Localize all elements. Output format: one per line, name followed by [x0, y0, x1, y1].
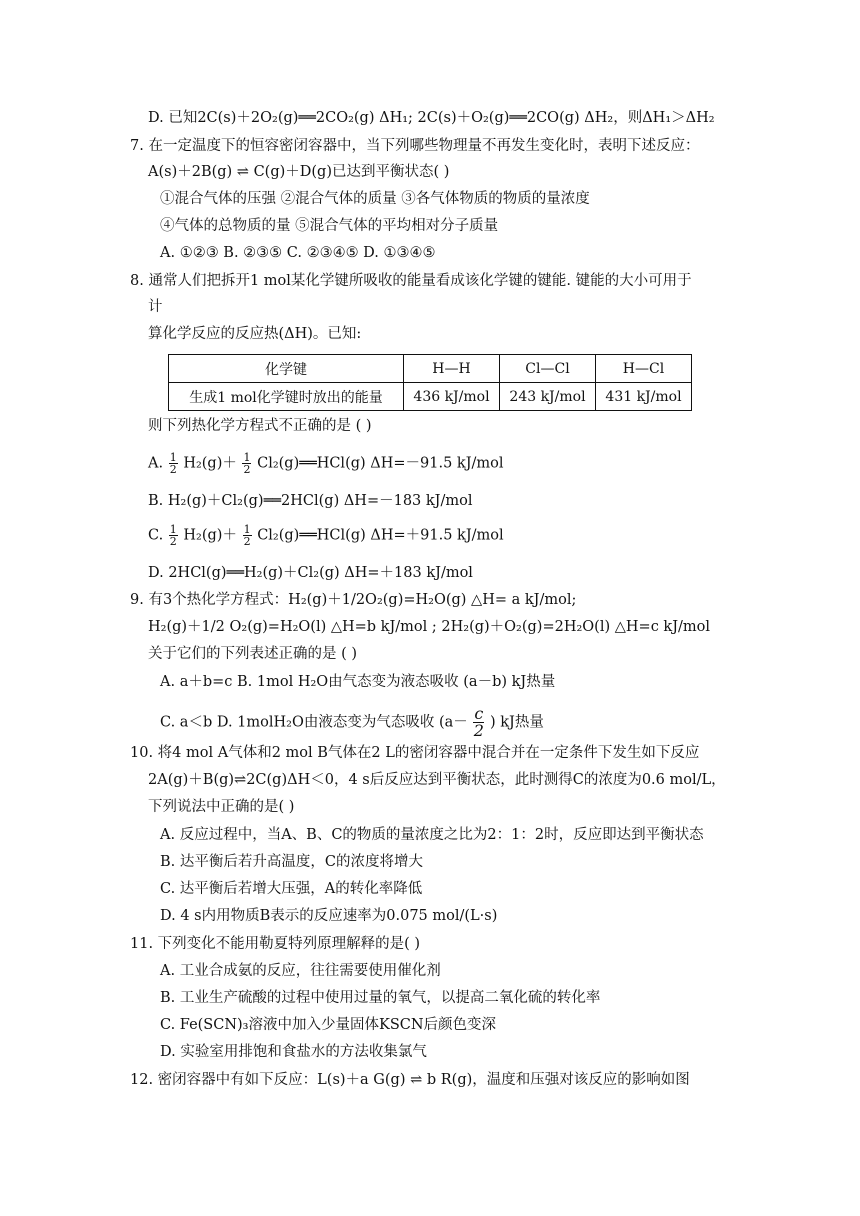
- line-6d: D. 已知2C(s)＋2O₂(g)══2CO₂(g) ΔH₁; 2C(s)＋O₂(g)══2CO(g) ΔH₂，则ΔH₁＞ΔH₂: [148, 110, 715, 126]
- question-10-prompt: 下列说法中正确的是( ): [148, 799, 295, 815]
- question-7-reaction: A(s)＋2B(g) ⇌ C(g)＋D(g)已达到平衡状态( ): [148, 164, 450, 180]
- question-7-items-2: ④气体的总物质的量 ⑤混合气体的平均相对分子质量: [160, 218, 499, 234]
- question-7-options: A. ①②③ B. ②③⑤ C. ②③④⑤ D. ①③④⑤: [160, 245, 436, 261]
- fraction: $\frac{1}{2}$: [243, 523, 251, 548]
- question-11-option-a: A. 工业合成氨的反应，往往需要使用催化剂: [160, 963, 441, 979]
- table-row: [169, 383, 692, 411]
- fraction: $\frac{c}{2}$: [473, 704, 484, 740]
- table-header-cell: Cl—Cl: [500, 355, 596, 383]
- fraction: $\frac{1}{2}$: [169, 451, 177, 476]
- question-7-items-1: ①混合气体的压强 ②混合气体的质量 ③各气体物质的物质的量浓度: [160, 191, 590, 207]
- question-12-stem: 12. 密闭容器中有如下反应：L(s)＋a G(g) ⇌ b R(g)，温度和压强对该反应的影响如图: [130, 1072, 690, 1088]
- equation-part: H₂(g)＋: [183, 455, 237, 472]
- question-8-option-c: [148, 524, 504, 547]
- equation-part: H₂(g)＋: [183, 527, 237, 544]
- question-8-stem-2: 算化学反应的反应热(ΔH)。已知:: [148, 326, 362, 342]
- question-10-stem: 10. 将4 mol A气体和2 mol B气体在2 L的密闭容器中混合并在一定条件下发生如下反应: [130, 745, 700, 761]
- equation-part: Cl₂(g)══HCl(g) ΔH=－91.5 kJ/mol: [257, 455, 504, 472]
- question-8-stem: 8. 通常人们把拆开1 mol某化学键所吸收的能量看成该化学键的键能. 键能的大小可用于: [130, 273, 692, 289]
- table-header-cell: H—H: [404, 355, 500, 383]
- table-row-label: 生成1 mol化学键时放出的能量: [169, 383, 404, 411]
- fraction: $\frac{1}{2}$: [243, 451, 251, 476]
- question-8-prompt: 则下列热化学方程式不正确的是 ( ): [148, 418, 372, 434]
- question-9-options-cd: [160, 706, 544, 739]
- question-7-stem: 7. 在一定温度下的恒容密闭容器中，当下列哪些物理量不再发生变化时，表明下述反应：: [130, 138, 700, 154]
- question-8-option-b: B. H₂(g)＋Cl₂(g)══2HCl(g) ΔH=－183 kJ/mol: [148, 493, 473, 509]
- question-9-prompt: 关于它们的下列表述正确的是 ( ): [148, 646, 358, 662]
- question-10-option-d: D. 4 s内用物质B表示的反应速率为0.075 mol/(L·s): [160, 908, 498, 924]
- question-11-option-b: B. 工业生产硫酸的过程中使用过量的氧气，以提高二氧化硫的转化率: [160, 990, 601, 1006]
- question-11-option-d: D. 实验室用排饱和食盐水的方法收集氯气: [160, 1044, 427, 1060]
- question-10-option-c: C. 达平衡后若增大压强，A的转化率降低: [160, 881, 423, 897]
- table-cell: 436 kJ/mol: [404, 383, 500, 411]
- question-8-option-d: D. 2HCl(g)══H₂(g)＋Cl₂(g) ΔH=＋183 kJ/mol: [148, 565, 473, 581]
- question-8-stem-cont: 计: [148, 299, 163, 315]
- question-11-option-c: C. Fe(SCN)₃溶液中加入少量固体KSCN后颜色变深: [160, 1017, 497, 1033]
- question-9-options-ab: A. a＋b=c B. 1mol H₂O由气态变为液态吸收 (a－b) kJ热量: [160, 674, 556, 690]
- question-11-stem: 11. 下列变化不能用勒夏特列原理解释的是( ): [130, 936, 421, 952]
- table-header-cell: H—Cl: [596, 355, 692, 383]
- table-header-row: [169, 355, 692, 383]
- table-cell: 431 kJ/mol: [596, 383, 692, 411]
- question-10-option-a: A. 反应过程中，当A、B、C的物质的量浓度之比为2：1：2时，反应即达到平衡状态: [160, 827, 704, 843]
- table-header-cell: 化学键: [169, 355, 404, 383]
- question-9-stem: 9. 有3个热化学方程式：H₂(g)＋1/2O₂(g)=H₂O(g) △H= a kJ/mol;: [130, 592, 577, 608]
- question-9-equations: H₂(g)＋1/2 O₂(g)=H₂O(l) △H=b kJ/mol ; 2H₂(g)＋O₂(g)=2H₂O(l) △H=c kJ/mol: [148, 619, 711, 635]
- table-cell: 243 kJ/mol: [500, 383, 596, 411]
- equation-part: Cl₂(g)══HCl(g) ΔH=＋91.5 kJ/mol: [257, 527, 504, 544]
- option-label: A.: [148, 455, 164, 472]
- fraction: $\frac{1}{2}$: [169, 523, 177, 548]
- question-10-reaction: 2A(g)＋B(g)⇌2C(g)ΔH＜0，4 s后反应达到平衡状态，此时测得C的浓度为0.6 mol/L，: [148, 772, 726, 788]
- bond-energy-table: [168, 354, 692, 411]
- question-8-option-a: [148, 452, 504, 475]
- option-label: C.: [148, 527, 164, 544]
- option-text: ) kJ热量: [489, 714, 544, 731]
- question-10-option-b: B. 达平衡后若升高温度，C的浓度将增大: [160, 854, 423, 870]
- option-text: C. a＜b D. 1molH₂O由液态变为气态吸收 (a－: [160, 714, 468, 731]
